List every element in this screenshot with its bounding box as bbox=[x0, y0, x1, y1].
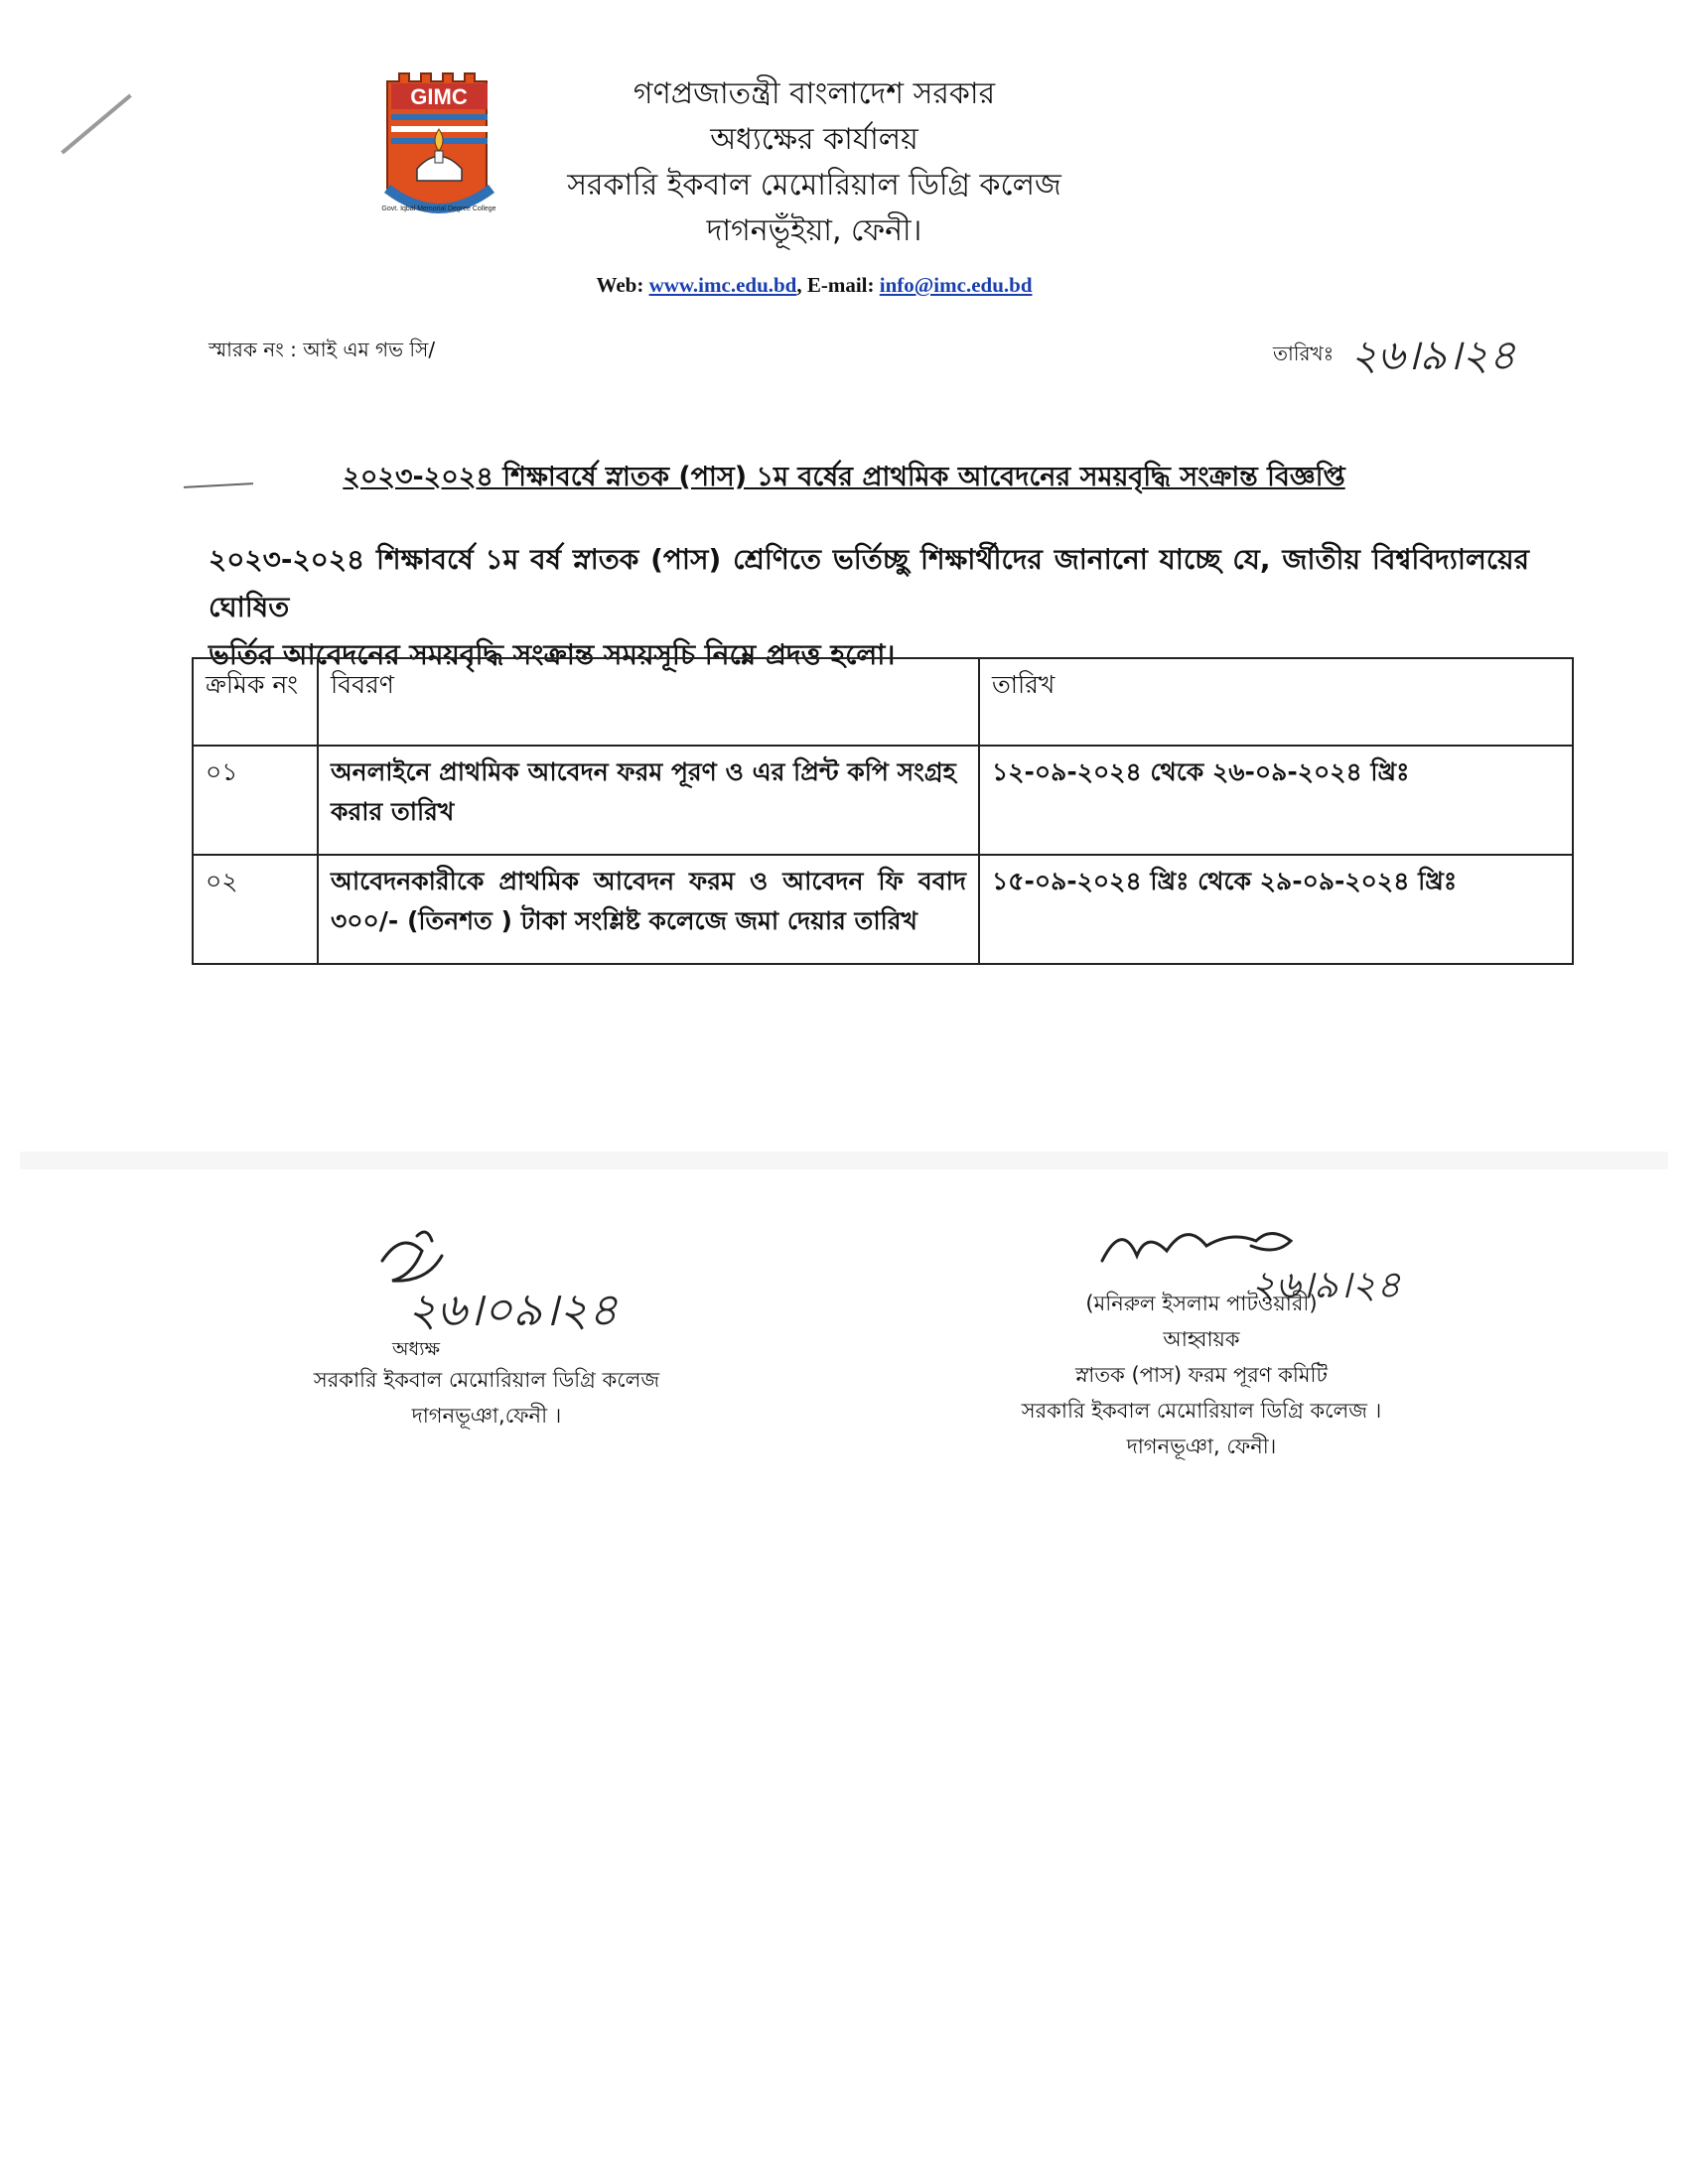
notice-title: ২০২৩-২০২৪ শিক্ষাবর্ষে স্নাতক (পাস) ১ম বর্ষের প্রাথমিক আবেদনের সময়বৃদ্ধি সংক্রান্ত বিজ্ঞপ্তি bbox=[343, 462, 1345, 492]
principal-title: অধ্যক্ষ bbox=[392, 1338, 441, 1360]
office-line: অধ্যক্ষের কার্যালয় bbox=[710, 122, 918, 157]
convener-org: সরকারি ইকবাল মেমোরিয়াল ডিগ্রি কলেজ । bbox=[1021, 1399, 1382, 1423]
address-line: দাগনভূঁইয়া, ফেনী। bbox=[706, 213, 922, 248]
table-row bbox=[193, 855, 1573, 964]
memo-ref: স্মারক নং : আই এম গভ সি/ bbox=[209, 338, 436, 361]
row-date: ১২-০৯-২০২৪ থেকে ২৬-০৯-২০২৪ খ্রিঃ bbox=[979, 746, 1573, 855]
convener-committee: স্নাতক (পাস) ফরম পূরণ কমিটি bbox=[1074, 1363, 1329, 1387]
svg-text:Govt. Iqbal Memorial Degree Co: Govt. Iqbal Memorial Degree College bbox=[381, 205, 496, 212]
contact-line bbox=[536, 273, 1092, 298]
convener-sign-date: ২৬।৯।২৪ bbox=[1251, 1263, 1401, 1306]
header-date: তারিখ bbox=[979, 658, 1573, 746]
principal-block bbox=[288, 1362, 685, 1433]
web-link[interactable]: www.imc.edu.bd bbox=[648, 273, 797, 297]
row-description: অনলাইনে প্রাথমিক আবেদন ফরম পূরণ ও এর প্রিন্ট কপি সংগ্রহ করার তারিখ bbox=[318, 746, 979, 855]
govt-line: গণপ্রজাতন্ত্রী বাংলাদেশ সরকার bbox=[633, 76, 996, 111]
principal-place: দাগনভূঞা,ফেনী । bbox=[411, 1404, 562, 1428]
college-name: সরকারি ইকবাল মেমোরিয়াল ডিগ্রি কলেজ bbox=[567, 168, 1061, 203]
convener-block bbox=[943, 1286, 1460, 1464]
convener-role: আহ্বায়ক bbox=[1163, 1327, 1240, 1351]
row-serial: ০২ bbox=[193, 855, 318, 964]
web-label: Web: bbox=[596, 273, 644, 297]
convener-place: দাগনভূঞা, ফেনী। bbox=[1126, 1434, 1277, 1458]
email-label: , E-mail: bbox=[796, 273, 875, 297]
table-row bbox=[193, 746, 1573, 855]
row-description: আবেদনকারীকে প্রাথমিক আবেদন ফরম ও আবেদন ফি ববাদ ৩০০/- (তিনশত ) টাকা সংশ্লিষ্ট কলেজে জমা দেয়ার তারিখ bbox=[318, 855, 979, 964]
memo-date-handwritten: ২৬।৯।২৪ bbox=[1350, 331, 1516, 379]
body-line-2: ভর্তির আবেদনের সময়বৃদ্ধি সংক্রান্ত সময়সূচি নিম্নে প্রদত্ত হলো। bbox=[209, 638, 896, 671]
header-serial: ক্রমিক নং bbox=[193, 658, 318, 746]
schedule-table bbox=[192, 657, 1574, 965]
letterhead bbox=[536, 71, 1092, 254]
email-link[interactable]: info@imc.edu.bd bbox=[879, 273, 1033, 297]
row-serial: ০১ bbox=[193, 746, 318, 855]
convener-name: (মনিরুল ইসলাম পাটওয়ারী) bbox=[1085, 1292, 1318, 1315]
row-date: ১৫-০৯-২০২৪ খ্রিঃ থেকে ২৯-০৯-২০২৪ খ্রিঃ bbox=[979, 855, 1573, 964]
header-description: বিবরণ bbox=[318, 658, 979, 746]
principal-sign-date: ২৬।০৯।২৪ bbox=[407, 1283, 619, 1336]
table-header-row bbox=[193, 658, 1573, 746]
memo-date-label: তারিখঃ bbox=[1273, 341, 1335, 365]
scan-smudge bbox=[20, 1152, 1668, 1169]
principal-org: সরকারি ইকবাল মেমোরিয়াল ডিগ্রি কলেজ bbox=[313, 1368, 660, 1392]
logo-text: GIMC bbox=[410, 84, 468, 109]
college-logo bbox=[377, 69, 501, 223]
body-line-1: ২০২৩-২০২৪ শিক্ষাবর্ষে ১ম বর্ষ স্নাতক (পাস) শ্রেণিতে ভর্তিচ্ছু শিক্ষার্থীদের জানানো যাচ্ছে যে, জাতীয় বিশ্ববিদ্যালয়ের ঘোষিত bbox=[209, 543, 1529, 623]
scan-line bbox=[61, 94, 132, 155]
